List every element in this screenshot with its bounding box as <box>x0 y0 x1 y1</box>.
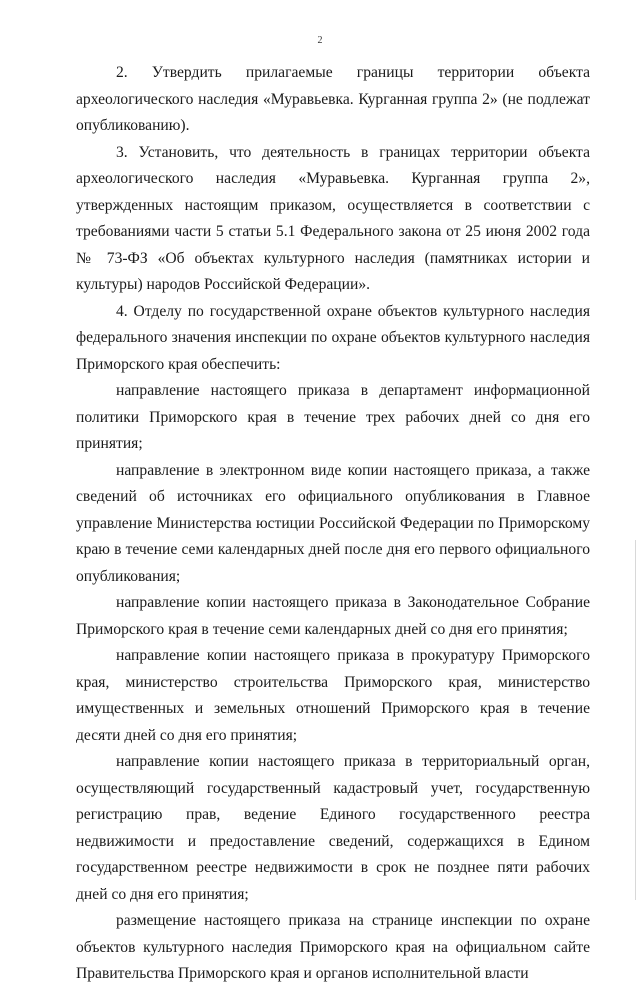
paragraph-subitem-prosecutor: направление копии настоящего приказа в прокуратуру Приморского края, министерство строительства Приморского края, министерство имущественных и земельных отношений Приморского края в течение десяти дней со дня его принятия; <box>76 647 590 744</box>
paragraph-subitem-info-policy: направление настоящего приказа в департамент информационной политики Приморского края в течение трех рабочих дней со дня его принятия; <box>76 382 590 452</box>
paragraph-item-3: 3. Установить, что деятельность в границах территории объекта археологического наследия «Муравьевка. Курганная группа 2», утвержденных настоящим приказом, осуществляется в соответствии с требованиями части 5 статьи 5.1 Федерального закона от 25 июня 2002 года № 73-ФЗ «Об объектах культурного наследия (памятниках истории и культуры) народов Российской Федерации». <box>76 143 590 293</box>
paragraph-subitem-justice-ministry: направление в электронном виде копии настоящего приказа, а также сведений об источниках его официального опубликования в Главное управление Министерства юстиции Российской Федерации по Приморскому краю в течение семи календарных дней после дня его первого официального опубликования; <box>76 461 590 585</box>
paragraph-subitem-cadastral-body: направление копии настоящего приказа в территориальный орган, осуществляющий государственный кадастровый учет, государственную регистрацию прав, ведение Единого государственного реестра недвижимости и предоставление сведений, содержащихся в Едином государственном реестре недвижимости в срок не позднее пяти рабочих дней со дня его принятия; <box>76 753 590 903</box>
page-number: 2 <box>317 35 323 46</box>
scan-edge-line <box>635 540 636 900</box>
paragraph-item-2: 2. Утвердить прилагаемые границы территории объекта археологического наследия «Муравьевка. Курганная группа 2» (не подлежат опубликованию). <box>76 64 590 134</box>
paragraph-item-4: 4. Отделу по государственной охране объектов культурного наследия федерального значения инспекции по охране объектов культурного наследия Приморского края обеспечить: <box>76 302 590 373</box>
paragraph-subitem-website-publication: размещение настоящего приказа на странице инспекции по охране объектов культурного наследия Приморского края на официальном сайте Правительства Приморского края и органов исполнительной власти <box>76 912 590 982</box>
paragraph-subitem-legislative-assembly: направление копии настоящего приказа в Законодательное Собрание Приморского края в течение семи календарных дней со дня его принятия; <box>76 594 590 638</box>
document-body <box>76 60 590 988</box>
